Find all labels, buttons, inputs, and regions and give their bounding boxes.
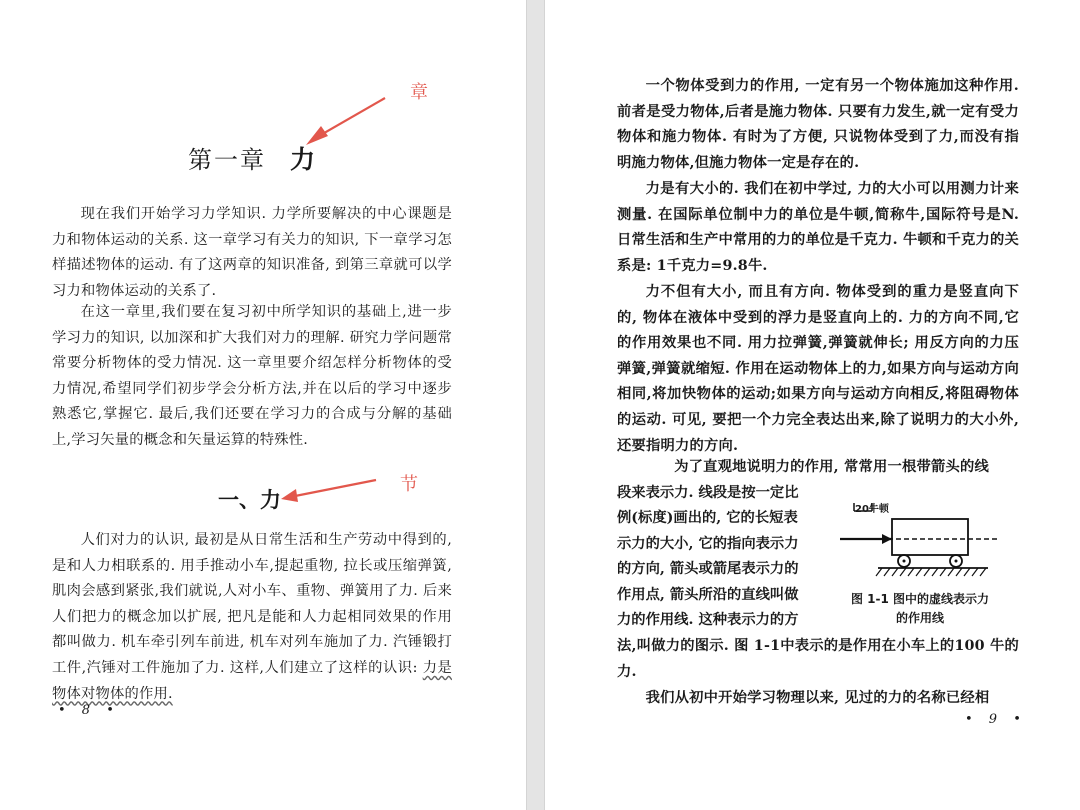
- paragraph: 力是有大小的. 我们在初中学过, 力的大小可以用测力计来测量. 在国际单位制中力的单位是牛顿,简称牛,国际符号是N. 日常生活和生产中常用的力的单位是千克力. 牛顿和千克力的关系是: 1千克力=9.8牛.: [617, 181, 1019, 274]
- left-page: [0, 0, 526, 810]
- paragraph: 一个物体受到力的作用, 一定有另一个物体施加这种作用. 前者是受力物体,后者是施力物体. 只要有力发生,就一定有受力物体和施力物体. 有时为了方便, 只说物体受到了力,而没有指明施力物体,但施力物体一定是存在的.: [617, 78, 1019, 171]
- chapter-title: [188, 140, 317, 176]
- figure-scale-label: 20牛顿: [855, 504, 889, 515]
- figure-caption-line: 图 1-1 图中的虚线表示力: [850, 592, 990, 606]
- section-title: 一、力: [218, 487, 281, 512]
- paragraph: 在这一章里,我们要在复习初中所学知识的基础上,进一步学习力的知识, 以加深和扩大我们对力的理解. 研究力学问题常常要分析物体的受力情况. 这一章里要介绍怎样分析物体的受力情况,希望同学们初步学会分析方法,并在以后的学习中逐步熟悉它,掌握它. 最后,我们还要在学习力的合成与分解的基础上,学习矢量的概念和矢量运算的特殊性.: [52, 304, 452, 448]
- figure-caption-line: 的作用线: [895, 611, 944, 625]
- wrapped-line: 示力的大小, 它的指向表示力: [617, 536, 799, 552]
- section-arrow: [290, 480, 376, 497]
- chapter-arrow: [312, 98, 385, 140]
- force-arrowhead: [882, 534, 892, 544]
- wrapped-line: 的方向, 箭头或箭尾表示力的: [617, 561, 799, 577]
- page-gutter: [526, 0, 545, 810]
- paragraph: 力不但有大小, 而且有方向. 物体受到的重力是竖直向下的, 物体在液体中受到的浮力是竖直向上的. 力的方向不同,它的作用效果也不同. 用力拉弹簧,弹簧就伸长; 用反方向的力压弹簧,弹簧就缩短. 作用在运动物体上的力,如果方向与运动方向相同,将加快物体的运动;如果方向与运动方向相反,将阻碍物体的运动. 可见, 要把一个力完全表达出来,除了说明力的大小外,还要指明力的方向.: [617, 284, 1019, 454]
- ground-hatch: [876, 568, 986, 576]
- paragraph: 我们从初中开始学习物理以来, 见过的力的名称已经相: [645, 690, 990, 706]
- paragraph-text: 人们对力的认识, 最初是从日常生活和生产劳动中得到的,是和人力相联系的. 用手推动小车,提起重物, 拉长或压缩弹簧,肌肉会感到紧张,我们就说,人对小车、重物、弹簧用了力. 后来人们把力的概念加以扩展, 把凡是能和人力起相同效果的作用都叫做力. 机车牵引列车前进, 机车对列车施加了力. 汽锤锻打工件,汽锤对工件施加了力. 这样,人们建立了这样的认识:: [52, 532, 452, 676]
- cart-wheel: [903, 560, 906, 563]
- figure-caption: [835, 590, 1005, 628]
- paragraph: 现在我们开始学习力学知识. 力学所要解决的中心课题是力和物体运动的关系. 这一章学习有关力的知识, 下一章学习怎样描述物体的运动. 有了这两章的知识准备, 到第三章就可以学习力和物体运动的关系了.: [52, 206, 452, 299]
- wrapped-line: 作用点, 箭头所沿的直线叫做: [617, 587, 799, 603]
- paragraph: [52, 528, 452, 707]
- chapter-title-main: 力: [290, 145, 318, 174]
- paragraph: 法,叫做力的图示. 图 1-1中表示的是作用在小车上的100 牛的力.: [617, 638, 1019, 680]
- chapter-title-prefix: 第一章: [188, 146, 266, 174]
- paragraph: 为了直观地说明力的作用, 常常用一根带箭头的线: [674, 459, 989, 475]
- wrapped-line: 力的作用线. 这种表示力的方: [617, 612, 799, 628]
- wrapped-line: 例(标度)画出的, 它的长短表: [617, 510, 798, 526]
- annotation-section: 节: [400, 474, 418, 495]
- page-number: • 8 •: [58, 703, 120, 718]
- emphasized-definition: 力是物体对物体的作用.: [52, 659, 452, 702]
- page-number: • 9 •: [965, 712, 1027, 727]
- section-arrowhead: [281, 489, 298, 502]
- cart-body: [892, 519, 968, 555]
- wrapped-line: 段来表示力. 线段是按一定比: [617, 485, 799, 501]
- cart-wheel: [955, 560, 958, 563]
- annotation-chapter: 章: [410, 82, 428, 103]
